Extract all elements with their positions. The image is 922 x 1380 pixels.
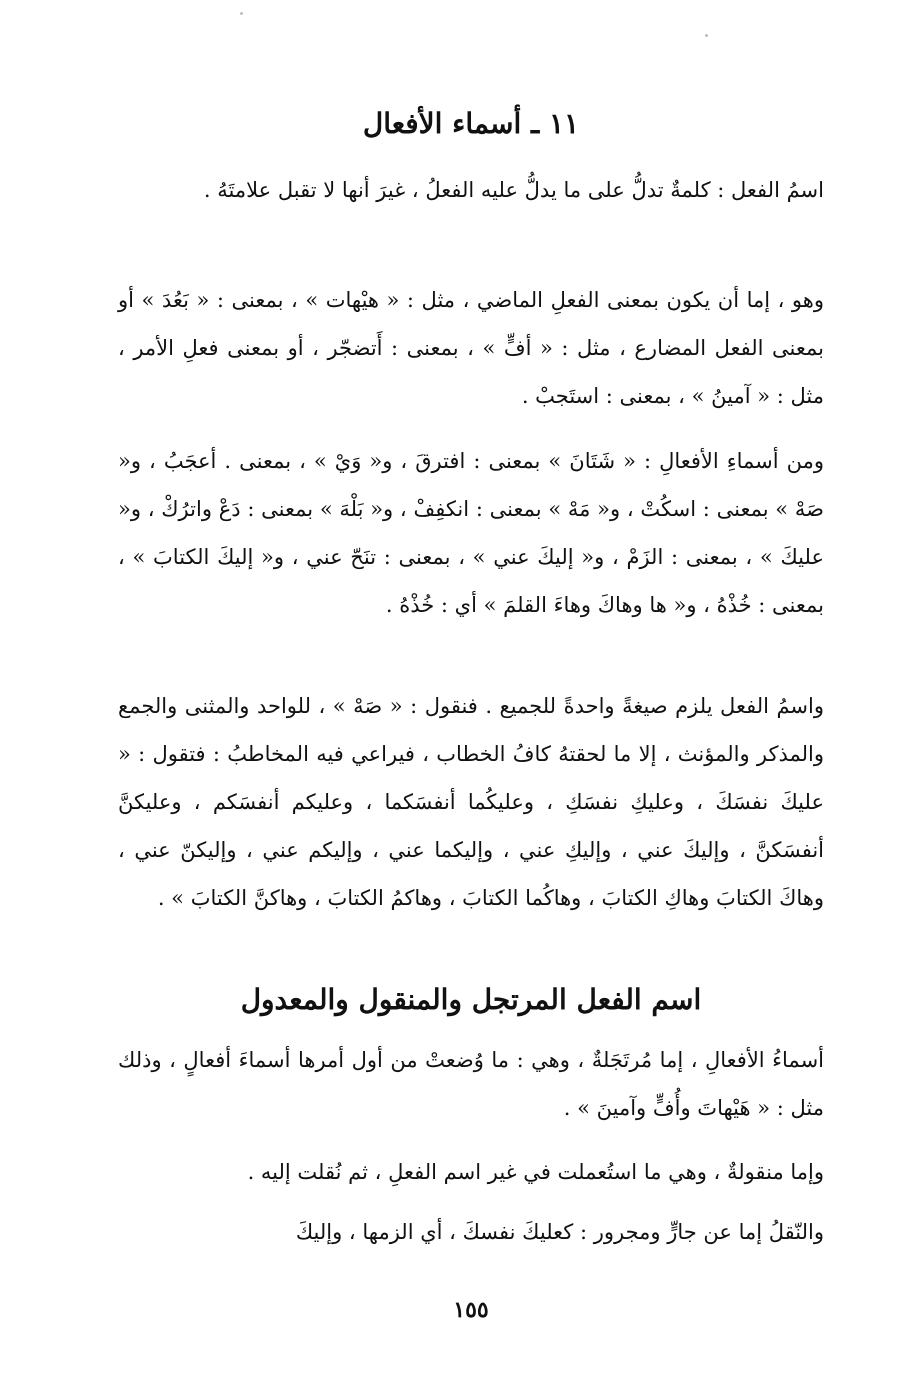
paragraph-types: وهو ، إما أن يكون بمعنى الفعلِ الماضي ، مثل : « هيْهات » ، بمعنى : « بَعُدَ » أو بمعنى الفعل المضارع ، مثل : « أفٍّ » ، بمعنى : أَتضجّر ، أو بمعنى فعلِ الأمر ، مثل : « آمينُ » ، بمعنى : استَجبْ . bbox=[118, 288, 824, 408]
paragraph-manqula: وإما منقولةٌ ، وهي ما استُعملت في غير اسم الفعلِ ، ثم نُقلت إليه . bbox=[247, 1160, 824, 1184]
page-number: ١٥٥ bbox=[453, 1297, 489, 1323]
paragraph-naql: والنّقلُ إما عن جارٍّ ومجرور : كعليكَ نفسكَ ، أي الزمها ، وإليكَ bbox=[295, 1220, 824, 1244]
scan-speck bbox=[240, 12, 243, 15]
scan-speck bbox=[705, 34, 708, 37]
paragraph-agreement: واسمُ الفعل يلزم صيغةً واحدةً للجميع . فنقول : « صَهْ » ، للواحد والمثنى والجمع والمذكر والمؤنث ، إلا ما لحقتهُ كافُ الخطاب ، فيراعي فيه المخاطبُ : فتقول : « عليكَ نفسَكَ ، وعليكِ نفسَكِ ، وعليكُما أنفسَكما ، وعليكم أنفسَكم ، وعليكنَّ أنفسَكنَّ ، وإليكَ عني ، وإليكِ عني ، وإليكما عني ، وإليكم عني ، وإليكنّ عني ، وهاكَ الكتابَ وهاكِ الكتابَ ، وهاكُما الكتابَ ، وهاكمُ الكتابَ ، وهاكنَّ الكتابَ » . bbox=[118, 694, 824, 910]
paragraph-examples: ومن أسماءِ الأفعالِ : « شَتَانَ » بمعنى : افترقَ ، و« وَيْ » ، بمعنى . أعجَبُ ، و« صَهْ » بمعنى : اسكُتْ ، و« مَهْ » بمعنى : انكفِفْ ، و« بَلْهَ » بمعنى : دَعْ واترُكْ ، و« عليكَ » ، بمعنى : الزَمْ ، و« إليكَ عني » ، بمعنى : تنَحّ عني ، و« إليكَ الكتابَ » ، بمعنى : خُذْهُ ، و« ها وهاكَ وهاءَ القلمَ » أي : خُذْهُ . bbox=[118, 449, 824, 617]
section-heading: اسم الفعل المرتجل والمنقول والمعدول bbox=[240, 983, 702, 1016]
chapter-title: ١١ ـ أسماء الأفعال bbox=[362, 107, 580, 140]
paragraph-murtajal: أسماءُ الأفعالِ ، إما مُرتَجَلةٌ ، وهي : ما وُضعتْ من أول أمرها أسماءَ أفعالٍ ، وذلك مثل : « هَيْهاتَ وأُفٍّ وآمينَ » . bbox=[118, 1048, 824, 1120]
paragraph-definition: اسمُ الفعل : كلمةٌ تدلُّ على ما يدلُّ عليه الفعلُ ، غيرَ أنها لا تقبل علامتَهُ . bbox=[203, 178, 824, 202]
